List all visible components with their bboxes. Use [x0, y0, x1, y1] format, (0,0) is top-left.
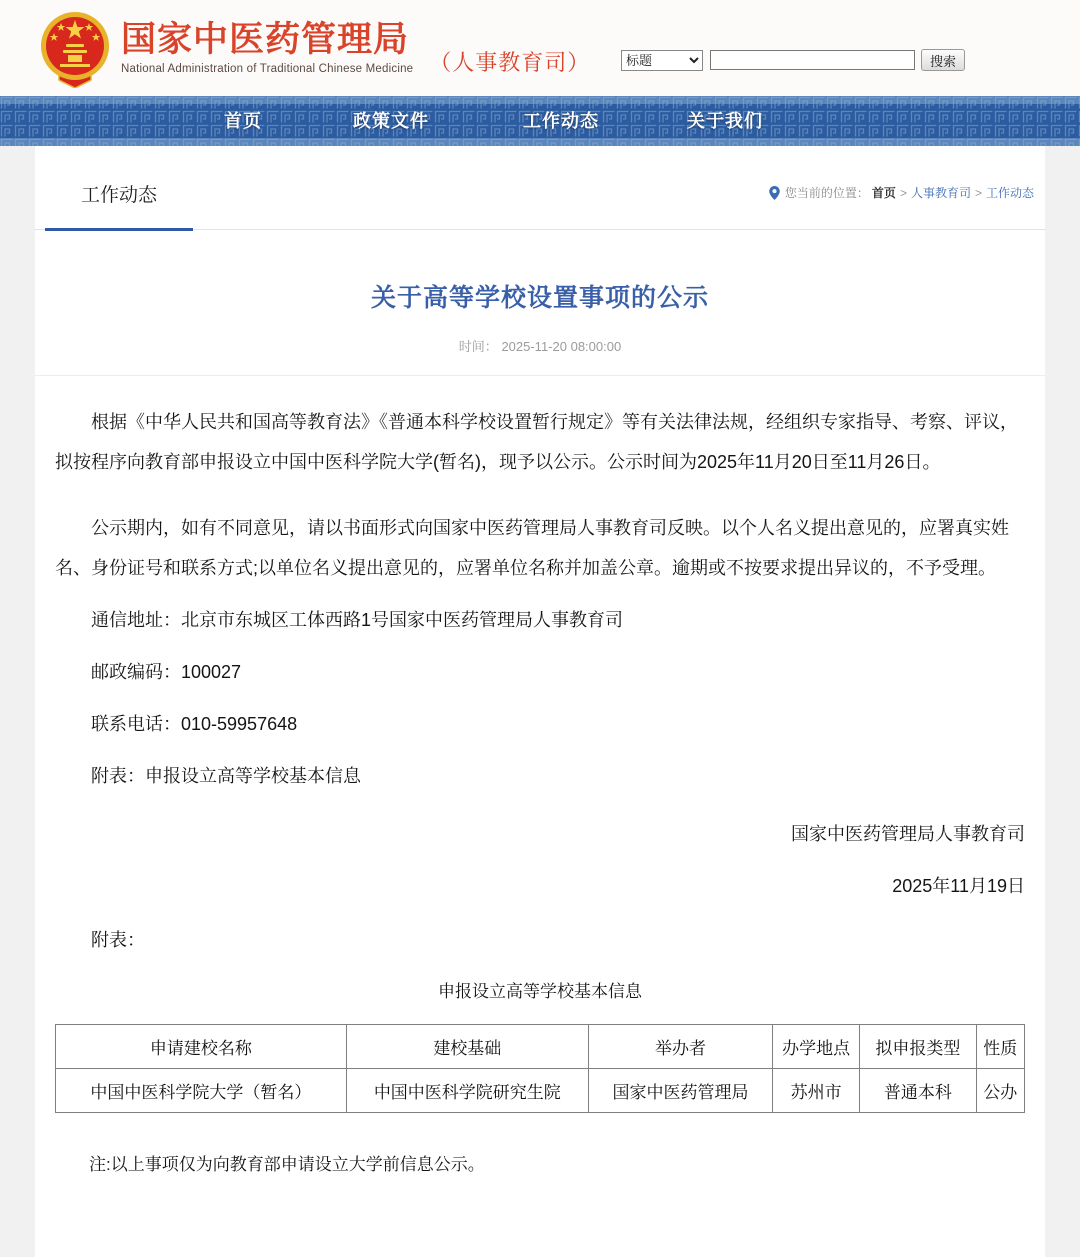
cell-school-name: 中国中医科学院大学（暂名）	[56, 1069, 347, 1113]
breadcrumb-separator: >	[974, 185, 982, 200]
search-box	[621, 49, 965, 71]
breadcrumb-current-link[interactable]: 工作动态	[985, 186, 1034, 200]
cell-founding-basis: 中国中医科学院研究生院	[346, 1069, 588, 1113]
article-title: 关于高等学校设置事项的公示	[370, 284, 709, 312]
department-suffix: （人事教育司）	[429, 49, 591, 75]
time-value: 2025-11-20 08:00:00	[501, 339, 622, 354]
section-tab-row	[35, 146, 1045, 230]
table-row	[56, 1069, 1025, 1113]
title-divider	[35, 375, 1045, 376]
breadcrumb-separator: >	[899, 185, 907, 200]
table-header-row	[56, 1025, 1025, 1069]
table-caption: 申报设立高等学校基本信息	[438, 982, 642, 1001]
article-timestamp	[35, 336, 1045, 355]
site-subtitle-en: National Administration of Traditional Chinese Medicine	[121, 62, 414, 75]
col-header-organizer: 举办者	[588, 1025, 772, 1069]
main-nav	[0, 96, 1080, 146]
site-header	[0, 0, 1080, 96]
school-info-table	[55, 1024, 1025, 1113]
content-card	[35, 146, 1045, 1257]
contact-attachment: 附表：申报设立高等学校基本信息	[91, 766, 361, 786]
signature-date: 2025年11月19日	[892, 876, 1025, 896]
site-title: 国家中医药管理局	[121, 20, 410, 60]
article-content	[35, 402, 1045, 1012]
article-footer	[35, 1145, 1045, 1185]
col-header-founding-basis: 建校基础	[346, 1025, 588, 1069]
page-body	[0, 146, 1080, 1257]
cell-nature: 公办	[976, 1069, 1024, 1113]
col-header-nature: 性质	[976, 1025, 1024, 1069]
cell-organizer: 国家中医药管理局	[588, 1069, 772, 1113]
search-button[interactable]: 搜索	[921, 49, 965, 71]
contact-phone: 联系电话：010-59957648	[91, 714, 298, 734]
article-paragraph: 根据《中华人民共和国高等教育法》《普通本科学校设置暂行规定》等有关法律法规，经组织专家指导、考察、评议，拟按程序向教育部申报设立中国中医科学院大学(暂名)，现予以公示。公示时间为2025年11月20日至11月26日。	[55, 412, 1018, 472]
contact-postcode: 邮政编码：100027	[91, 662, 242, 682]
tab-work-updates[interactable]: 工作动态	[45, 180, 193, 231]
breadcrumb	[769, 184, 1045, 229]
breadcrumb-home-link[interactable]: 首页	[871, 186, 896, 200]
location-pin-icon	[769, 186, 780, 200]
nav-item-home[interactable]: 首页	[224, 111, 262, 131]
signature-department: 国家中医药管理局人事教育司	[791, 824, 1025, 844]
nav-item-policy-documents[interactable]: 政策文件	[353, 111, 429, 131]
col-header-application-type: 拟申报类型	[860, 1025, 976, 1069]
contact-address: 通信地址：北京市东城区工体西路1号国家中医药管理局人事教育司	[91, 610, 624, 630]
cell-application-type: 普通本科	[860, 1069, 976, 1113]
search-input[interactable]	[710, 50, 915, 70]
nav-item-work-updates[interactable]: 工作动态	[523, 111, 599, 131]
breadcrumb-prefix: 您当前的位置：	[784, 186, 869, 200]
search-category-select[interactable]	[621, 50, 703, 71]
cell-location: 苏州市	[773, 1069, 860, 1113]
national-emblem-logo	[35, 8, 115, 88]
breadcrumb-dept-link[interactable]: 人事教育司	[910, 186, 971, 200]
attachment-label: 附表：	[91, 930, 145, 950]
note-line: 注:以上事项仅为向教育部申请设立大学前信息公示。	[89, 1155, 485, 1174]
nav-item-about-us[interactable]: 关于我们	[687, 111, 763, 131]
col-header-school-name: 申请建校名称	[56, 1025, 347, 1069]
brand-block	[121, 21, 413, 75]
time-label: 时间：	[458, 339, 498, 354]
article-paragraph: 公示期内，如有不同意见，请以书面形式向国家中医药管理局人事教育司反映。以个人名义提出意见的，应署真实姓名、身份证号和联系方式;以单位名义提出意见的，应署单位名称并加盖公章。逾期或不按要求提出异议的，不予受理。	[55, 518, 1009, 578]
col-header-location: 办学地点	[773, 1025, 860, 1069]
